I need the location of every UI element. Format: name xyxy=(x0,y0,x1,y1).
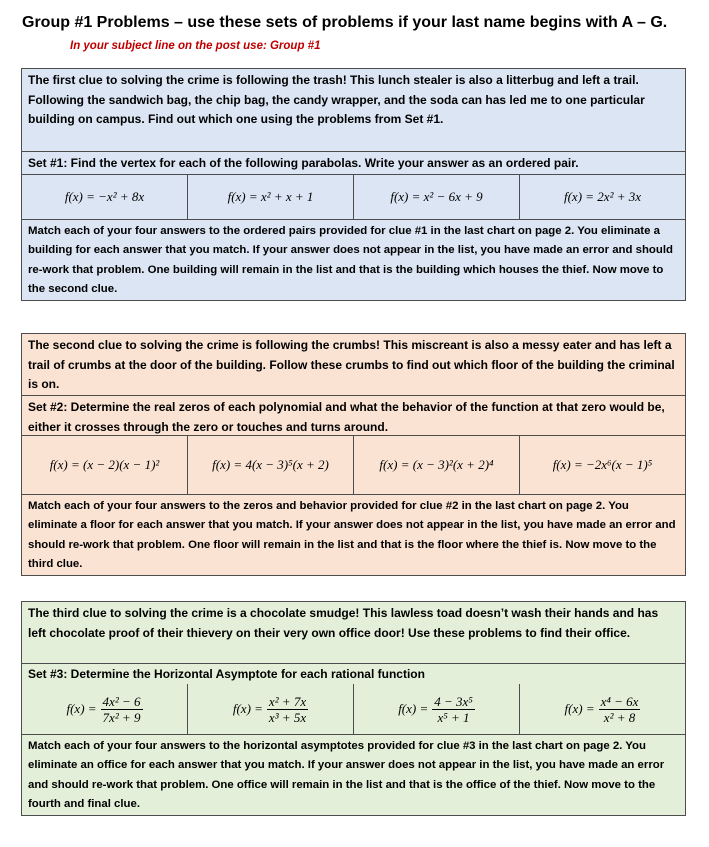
set3-problem-1-fraction xyxy=(101,694,143,725)
set1-problem-4: f(x) = 2x² + 3x xyxy=(519,175,685,219)
set3-problem-3-fraction xyxy=(432,694,475,725)
set3-problems xyxy=(22,684,685,734)
set3-problem-4-denominator: x² + 8 xyxy=(603,709,636,725)
subject-line-instruction: In your subject line on the post use: Group #1 xyxy=(70,40,321,52)
page-title: Group #1 Problems – use these sets of problems if your last name begins with A – G. xyxy=(22,14,668,31)
set3-problem-3-denominator: x⁵ + 1 xyxy=(437,709,470,725)
set1-problem-1: f(x) = −x² + 8x xyxy=(64,189,145,204)
clue1-match-instructions: Match each of your four answers to the ordered pairs provided for clue #1 in the last chart on page 2. You eliminate a building for each answer that you match. If your answer does not appear in the list, you have made an error and should re-work that problem. One building will remain in the list and that is the building which houses the thief. Now move to the second clue. xyxy=(22,219,685,300)
set2-problems xyxy=(22,435,685,494)
clue2-intro: The second clue to solving the crime is following the crumbs! This miscreant is also a messy eater and has left a trail of crumbs at the door of the building. Follow these crumbs to find out which floor of the building the criminal is on. xyxy=(28,338,675,391)
set3-title: Set #3: Determine the Horizontal Asymptote for each rational function xyxy=(22,663,685,684)
set3-problem-3-lhs: f(x) = xyxy=(398,701,429,716)
set1-problem-2: f(x) = x² + x + 1 xyxy=(187,175,353,219)
set1-problem-3: f(x) = x² − 6x + 9 xyxy=(353,175,519,219)
set3-problem-4 xyxy=(519,684,685,734)
set3-problem-2-numerator: x² + 7x xyxy=(268,693,307,709)
set2-problem-4: f(x) = −2x⁶(x − 1)⁵ xyxy=(519,436,685,494)
set3-problem-3 xyxy=(353,684,519,734)
clue2-section xyxy=(21,333,686,576)
clue3-section xyxy=(21,601,686,816)
set1-title: Set #1: Find the vertex for each of the following parabolas. Write your answer as an ordered pair. xyxy=(22,151,685,174)
set2-problem-2: f(x) = 4(x − 3)⁵(x + 2) xyxy=(187,436,353,494)
set3-problem-1-denominator: 7x² + 9 xyxy=(102,709,141,725)
set3-problem-2-lhs: f(x) = xyxy=(232,701,263,716)
set3-problem-1-numerator: 4x² − 6 xyxy=(102,693,141,709)
set3-problem-2-denominator: x³ + 5x xyxy=(268,709,307,725)
set3-problem-2-fraction xyxy=(267,694,308,725)
clue1-intro: The first clue to solving the crime is following the trash! This lunch stealer is also a litterbug and left a trail. Following the sandwich bag, the chip bag, the candy wrapper, and the soda can has led me to one particular building on campus. Find out which one using the problems from Set #1. xyxy=(28,73,645,126)
set3-problem-1-lhs: f(x) = xyxy=(66,701,97,716)
set3-problem-4-numerator: x⁴ − 6x xyxy=(600,693,639,709)
clue3-intro: The third clue to solving the crime is a chocolate smudge! This lawless toad doesn’t wash their hands and has left chocolate proof of their thievery on their very own office door! Use these problems to find their office. xyxy=(28,606,659,640)
clue2-match-instructions: Match each of your four answers to the zeros and behavior provided for clue #2 in the last chart on page 2. You eliminate a floor for each answer that you match. If your answer does not appear in the list, you have made an error and should re-work that problem. One floor will remain in the list and that is the floor where the thief is. Now move to the third clue. xyxy=(22,494,685,575)
clue1-section xyxy=(21,68,686,301)
set3-problem-1 xyxy=(22,684,187,734)
set2-problem-3: f(x) = (x − 3)²(x + 2)⁴ xyxy=(353,436,519,494)
set1-problems xyxy=(22,174,685,219)
set2-problem-1: f(x) = (x − 2)(x − 1)² xyxy=(49,457,160,472)
set3-problem-4-lhs: f(x) = xyxy=(564,701,595,716)
set3-problem-3-numerator: 4 − 3x⁵ xyxy=(434,693,473,709)
set3-problem-4-fraction xyxy=(599,694,641,725)
clue3-match-instructions: Match each of your four answers to the horizontal asymptotes provided for clue #3 in the last chart on page 2. You eliminate an office for each answer that you match. If your answer does not appear in the list, you have made an error and should re-work that problem. One office will remain in the list and that is the office of the thief. Now move to the fourth and final clue. xyxy=(22,734,685,815)
set3-problem-2 xyxy=(187,684,353,734)
set2-title: Set #2: Determine the real zeros of each polynomial and what the behavior of the function at that zero would be, either it crosses through the zero or touches and turns around. xyxy=(22,395,685,435)
